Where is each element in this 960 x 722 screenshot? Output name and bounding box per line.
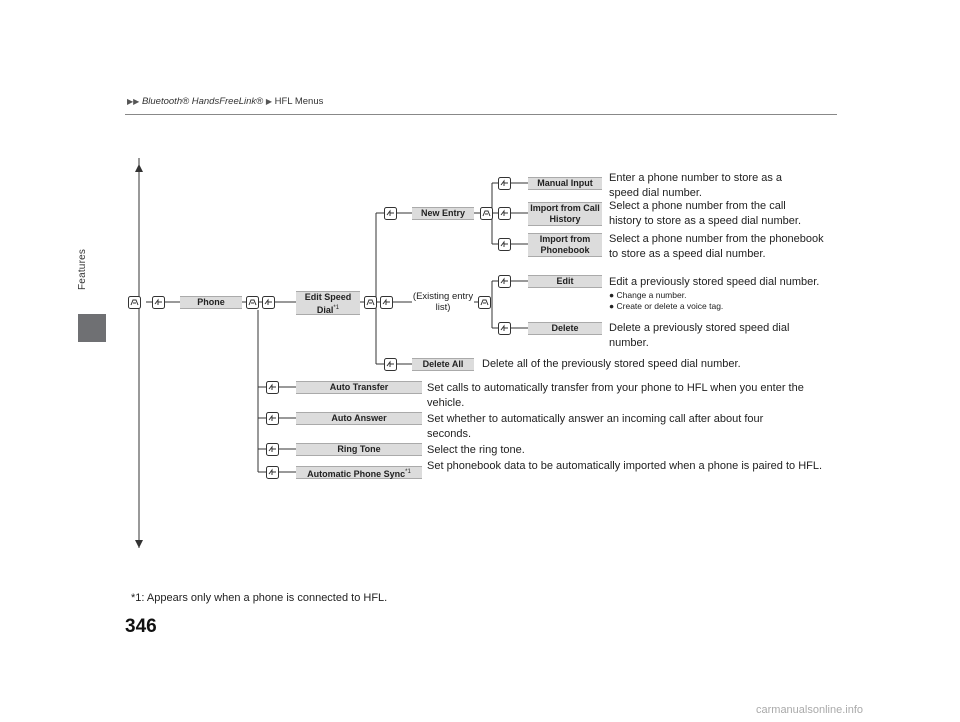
back-button-icon (262, 296, 275, 309)
menu-automatic-phone-sync[interactable] (296, 466, 422, 479)
back-button-icon (266, 443, 279, 456)
back-button-icon (380, 296, 393, 309)
menu-import-call-history[interactable]: Import from Call History (528, 202, 602, 226)
back-button-icon (384, 358, 397, 371)
back-button-icon (498, 177, 511, 190)
menu-phone[interactable]: Phone (180, 296, 242, 309)
footnote: *1: Appears only when a phone is connected to HFL. (131, 592, 388, 604)
talk-button-icon (246, 296, 259, 309)
footnote-mark: *1 (333, 305, 340, 311)
watermark: carmanualsonline.info (756, 704, 864, 716)
breadcrumb-arrow-icon: ▶▶ (127, 97, 140, 106)
back-button-icon (266, 412, 279, 425)
desc-delete: Delete a previously stored speed dial number. (609, 322, 790, 349)
desc-import-call-history: Select a phone number from the call history to store as a speed dial number. (609, 200, 801, 227)
back-button-icon (498, 322, 511, 335)
back-button-icon (498, 275, 511, 288)
talk-button-icon (128, 296, 141, 309)
desc-edit-bullet: ● Change a number. (609, 290, 687, 300)
desc-edit-bullet: ● Create or delete a voice tag. (609, 301, 724, 311)
desc-edit-bullet-text: Change a number. (616, 290, 687, 300)
menu-import-phonebook[interactable]: Import from Phonebook (528, 233, 602, 257)
desc-auto-answer: Set whether to automatically answer an incoming call after about four seconds. (427, 413, 764, 440)
menu-delete[interactable]: Delete (528, 322, 602, 335)
talk-button-icon (480, 207, 493, 220)
menu-edit-speed-dial[interactable] (296, 291, 360, 315)
breadcrumb-arrow-icon: ▶ (265, 97, 272, 106)
section-label: Features (77, 248, 88, 290)
menu-ring-tone[interactable]: Ring Tone (296, 443, 422, 456)
desc-edit-text: Edit a previously stored speed dial number. (609, 276, 820, 288)
talk-button-icon (478, 296, 491, 309)
back-button-icon (498, 238, 511, 251)
desc-auto-transfer: Set calls to automatically transfer from your phone to HFL when you enter the vehicle. (427, 382, 804, 409)
breadcrumb-item[interactable]: Bluetooth® HandsFreeLink® (141, 96, 264, 107)
desc-automatic-phone-sync: Set phonebook data to be automatically imported when a phone is paired to HFL. (427, 460, 823, 472)
desc-edit (609, 275, 819, 312)
back-button-icon (498, 207, 511, 220)
menu-new-entry[interactable]: New Entry (412, 207, 474, 220)
back-button-icon (266, 466, 279, 479)
back-button-icon (384, 207, 397, 220)
menu-automatic-phone-sync-label: Automatic Phone Sync (307, 469, 406, 479)
back-button-icon (152, 296, 165, 309)
menu-manual-input[interactable]: Manual Input (528, 177, 602, 190)
menu-edit-speed-dial-label: Edit Speed Dial (304, 292, 352, 315)
menu-auto-transfer[interactable]: Auto Transfer (296, 381, 422, 394)
talk-button-icon (364, 296, 377, 309)
menu-auto-answer[interactable]: Auto Answer (296, 412, 422, 425)
menu-edit[interactable]: Edit (528, 275, 602, 288)
menu-delete-all[interactable]: Delete All (412, 358, 474, 371)
desc-delete-all: Delete all of the previously stored speed dial number. (482, 358, 741, 370)
page-number: 346 (125, 616, 157, 637)
breadcrumb-item[interactable]: HFL Menus (274, 96, 324, 107)
back-button-icon (266, 381, 279, 394)
footnote-mark: *1 (405, 469, 411, 475)
menu-existing-entry-list[interactable]: (Existing entry list) (412, 291, 474, 313)
desc-ring-tone: Select the ring tone. (427, 444, 525, 456)
desc-manual-input: Enter a phone number to store as a speed dial number. (609, 172, 783, 199)
desc-import-phonebook: Select a phone number from the phonebook to store as a speed dial number. (609, 233, 824, 260)
desc-edit-bullet-text: Create or delete a voice tag. (616, 301, 724, 311)
